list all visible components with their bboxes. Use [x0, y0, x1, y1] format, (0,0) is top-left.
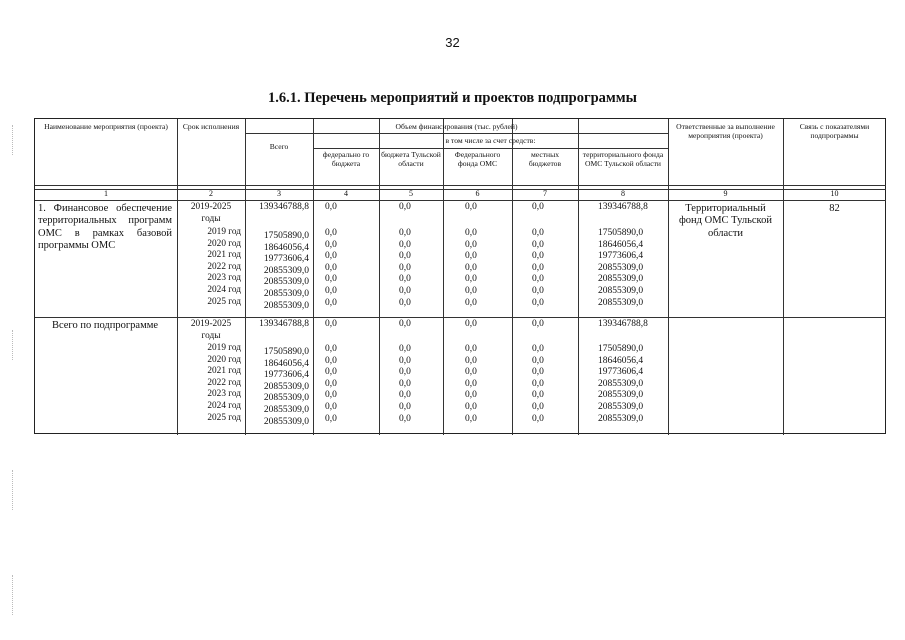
indicator-link-value: 82 — [829, 203, 840, 214]
year-label: 2023 год — [207, 273, 241, 284]
year-federal_oms-value: 0,0 — [465, 239, 477, 250]
year-label: 2021 год — [207, 250, 241, 261]
header-activity-name: Наименование мероприятия (проекта) — [44, 122, 168, 131]
year-local-value: 0,0 — [532, 413, 544, 424]
year-federal-value: 0,0 — [325, 402, 337, 412]
year-regional-value: 0,0 — [399, 297, 411, 308]
table-vertical-rule — [668, 119, 669, 435]
table-vertical-rule — [245, 119, 246, 435]
year-regional-value: 0,0 — [399, 274, 411, 285]
year-local-value: 0,0 — [532, 355, 544, 366]
table-vertical-rule — [578, 119, 579, 435]
year-total-value: 20855309,0 — [263, 300, 309, 311]
year-federal-value: 0,0 — [325, 286, 337, 296]
financing-table — [34, 118, 886, 434]
year-federal_oms-value: 0,0 — [465, 274, 477, 285]
period-range: 2019-2025 — [190, 319, 232, 329]
year-territorial-value: 20855309,0 — [598, 297, 644, 308]
year-total-value: 20855309,0 — [263, 289, 309, 299]
scan-edge-mark — [12, 575, 13, 615]
year-territorial-value: 19773606,4 — [598, 367, 644, 378]
page-title: 1.6.1. Перечень мероприятий и проектов подпрограммы — [268, 90, 637, 106]
header-federal-budget: федерально го бюджета — [322, 150, 370, 169]
column-number: 2 — [209, 189, 213, 198]
year-label: 2025 год — [207, 412, 241, 423]
header-territorial-oms: территориального фонда ОМС Тульской области — [582, 150, 664, 169]
year-label: 2020 год — [207, 354, 241, 365]
period-range: 2019-2025 — [190, 202, 232, 212]
year-total-value: 18646056,4 — [263, 358, 309, 369]
column-number: 1 — [104, 189, 108, 198]
year-local-value: 0,0 — [532, 344, 544, 354]
year-local-value: 0,0 — [532, 239, 544, 250]
year-federal_oms-value: 0,0 — [465, 355, 477, 366]
year-territorial-value: 20855309,0 — [598, 378, 644, 389]
table-vertical-rule — [379, 119, 380, 435]
year-territorial-value: 20855309,0 — [598, 286, 644, 296]
year-federal_oms-value: 0,0 — [465, 344, 477, 354]
column-number: 5 — [409, 189, 413, 198]
table-horizontal-rule — [245, 133, 668, 134]
total-federal-value: 0,0 — [325, 319, 337, 329]
header-indicators-link: Связь с показателями подпрограммы — [799, 122, 870, 141]
year-label: 2020 год — [207, 238, 241, 249]
year-federal-value: 0,0 — [325, 251, 337, 262]
period-years-label: годы — [201, 214, 221, 224]
year-label: 2019 год — [207, 227, 241, 237]
year-federal-value: 0,0 — [325, 297, 337, 308]
year-federal_oms-value: 0,0 — [465, 251, 477, 262]
period-years-label: годы — [201, 331, 221, 341]
year-total-value: 17505890,0 — [263, 347, 309, 357]
year-regional-value: 0,0 — [399, 262, 411, 273]
total-total-value: 139346788,8 — [259, 202, 309, 212]
total-territorial-value: 139346788,8 — [598, 202, 648, 212]
year-territorial-value: 18646056,4 — [598, 355, 644, 366]
header-local-budgets: местных бюджетов — [528, 150, 562, 169]
year-total-value: 20855309,0 — [263, 277, 309, 288]
year-federal-value: 0,0 — [325, 355, 337, 366]
year-territorial-value: 20855309,0 — [598, 413, 644, 424]
year-territorial-value: 19773606,4 — [598, 251, 644, 262]
table-vertical-rule — [177, 119, 178, 435]
year-federal-value: 0,0 — [325, 239, 337, 250]
year-local-value: 0,0 — [532, 228, 544, 238]
header-including: в том числе за счет средств: — [445, 136, 536, 145]
year-regional-value: 0,0 — [399, 228, 411, 238]
year-regional-value: 0,0 — [399, 286, 411, 296]
year-label: 2019 год — [207, 343, 241, 353]
year-regional-value: 0,0 — [399, 402, 411, 412]
year-label: 2022 год — [207, 377, 241, 388]
scan-edge-mark — [12, 470, 13, 510]
year-territorial-value: 17505890,0 — [598, 228, 644, 238]
responsible-executor: Территориальный фонд ОМС Тульской области — [679, 203, 772, 239]
year-territorial-value: 18646056,4 — [598, 239, 644, 250]
total-territorial-value: 139346788,8 — [598, 319, 648, 329]
column-number: 7 — [543, 189, 547, 198]
year-label: 2021 год — [207, 366, 241, 377]
total-federal_oms-value: 0,0 — [465, 202, 477, 212]
year-regional-value: 0,0 — [399, 390, 411, 401]
year-local-value: 0,0 — [532, 390, 544, 401]
year-federal-value: 0,0 — [325, 344, 337, 354]
year-total-value: 20855309,0 — [263, 393, 309, 404]
table-vertical-rule — [313, 119, 314, 435]
column-number: 8 — [621, 189, 625, 198]
year-total-value: 19773606,4 — [263, 370, 309, 381]
total-local-value: 0,0 — [532, 319, 544, 329]
year-local-value: 0,0 — [532, 297, 544, 308]
year-total-value: 20855309,0 — [263, 265, 309, 276]
scan-edge-mark — [12, 125, 13, 155]
column-number: 9 — [723, 189, 728, 198]
year-label: 2024 год — [207, 401, 241, 411]
year-federal-value: 0,0 — [325, 367, 337, 378]
year-local-value: 0,0 — [532, 262, 544, 273]
table-horizontal-rule — [313, 148, 668, 149]
page-number: 32 — [445, 35, 460, 50]
year-federal_oms-value: 0,0 — [465, 367, 477, 378]
year-federal-value: 0,0 — [325, 390, 337, 401]
year-label: 2022 год — [207, 261, 241, 272]
total-total-value: 139346788,8 — [259, 319, 309, 329]
total-local-value: 0,0 — [532, 202, 544, 212]
year-label: 2024 год — [207, 285, 241, 295]
year-label: 2023 год — [207, 389, 241, 400]
year-regional-value: 0,0 — [399, 413, 411, 424]
year-federal_oms-value: 0,0 — [465, 297, 477, 308]
year-regional-value: 0,0 — [399, 344, 411, 354]
table-vertical-rule — [783, 119, 784, 435]
year-regional-value: 0,0 — [399, 239, 411, 250]
column-number: 10 — [830, 189, 839, 198]
year-local-value: 0,0 — [532, 251, 544, 262]
header-total: Всего — [269, 142, 289, 151]
year-regional-value: 0,0 — [399, 355, 411, 366]
year-federal-value: 0,0 — [325, 262, 337, 273]
year-federal_oms-value: 0,0 — [465, 402, 477, 412]
year-federal_oms-value: 0,0 — [465, 390, 477, 401]
year-federal-value: 0,0 — [325, 228, 337, 238]
header-responsible: Ответственные за выполнение мероприятия (проекта) — [676, 122, 775, 141]
table-vertical-rule — [512, 119, 513, 435]
scan-edge-mark — [12, 330, 13, 360]
year-federal-value: 0,0 — [325, 413, 337, 424]
activity-name: 1. Финансовое обеспечение территориальных программ ОМС в рамках базовой программы ОМС — [38, 203, 172, 252]
year-total-value: 17505890,0 — [263, 231, 309, 241]
year-territorial-value: 20855309,0 — [598, 262, 644, 273]
year-local-value: 0,0 — [532, 274, 544, 285]
year-total-value: 20855309,0 — [263, 381, 309, 392]
header-regional-budget: бюджета Тульской области — [381, 150, 441, 169]
year-total-value: 20855309,0 — [263, 405, 309, 415]
year-total-value: 19773606,4 — [263, 254, 309, 265]
column-number: 6 — [475, 189, 480, 198]
year-label: 2025 год — [207, 296, 241, 307]
year-federal_oms-value: 0,0 — [465, 286, 477, 296]
header-funding: Объем финансирования (тыс. рублей) — [395, 122, 518, 131]
activity-name: Всего по подпрограмме — [51, 320, 159, 331]
year-local-value: 0,0 — [532, 286, 544, 296]
table-horizontal-rule — [668, 317, 886, 318]
year-local-value: 0,0 — [532, 367, 544, 378]
year-federal_oms-value: 0,0 — [465, 262, 477, 273]
table-vertical-rule — [443, 119, 444, 435]
header-federal-oms: Федерального фонда ОМС — [454, 150, 501, 169]
total-federal-value: 0,0 — [325, 202, 337, 212]
year-federal_oms-value: 0,0 — [465, 378, 477, 389]
year-territorial-value: 20855309,0 — [598, 390, 644, 401]
year-total-value: 18646056,4 — [263, 242, 309, 253]
table-horizontal-rule — [35, 200, 886, 201]
total-regional-value: 0,0 — [399, 202, 411, 212]
year-regional-value: 0,0 — [399, 367, 411, 378]
table-horizontal-rule — [35, 317, 668, 318]
year-territorial-value: 20855309,0 — [598, 274, 644, 285]
total-federal_oms-value: 0,0 — [465, 319, 477, 329]
year-local-value: 0,0 — [532, 402, 544, 412]
year-regional-value: 0,0 — [399, 251, 411, 262]
year-federal-value: 0,0 — [325, 274, 337, 285]
year-total-value: 20855309,0 — [263, 416, 309, 427]
year-federal_oms-value: 0,0 — [465, 228, 477, 238]
column-number: 3 — [277, 189, 281, 198]
year-federal-value: 0,0 — [325, 378, 337, 389]
year-local-value: 0,0 — [532, 378, 544, 389]
year-federal_oms-value: 0,0 — [465, 413, 477, 424]
header-period: Срок исполнения — [182, 122, 240, 131]
year-regional-value: 0,0 — [399, 378, 411, 389]
year-territorial-value: 20855309,0 — [598, 402, 644, 412]
year-territorial-value: 17505890,0 — [598, 344, 644, 354]
table-horizontal-rule — [35, 185, 886, 186]
total-regional-value: 0,0 — [399, 319, 411, 329]
column-number: 4 — [344, 189, 348, 198]
